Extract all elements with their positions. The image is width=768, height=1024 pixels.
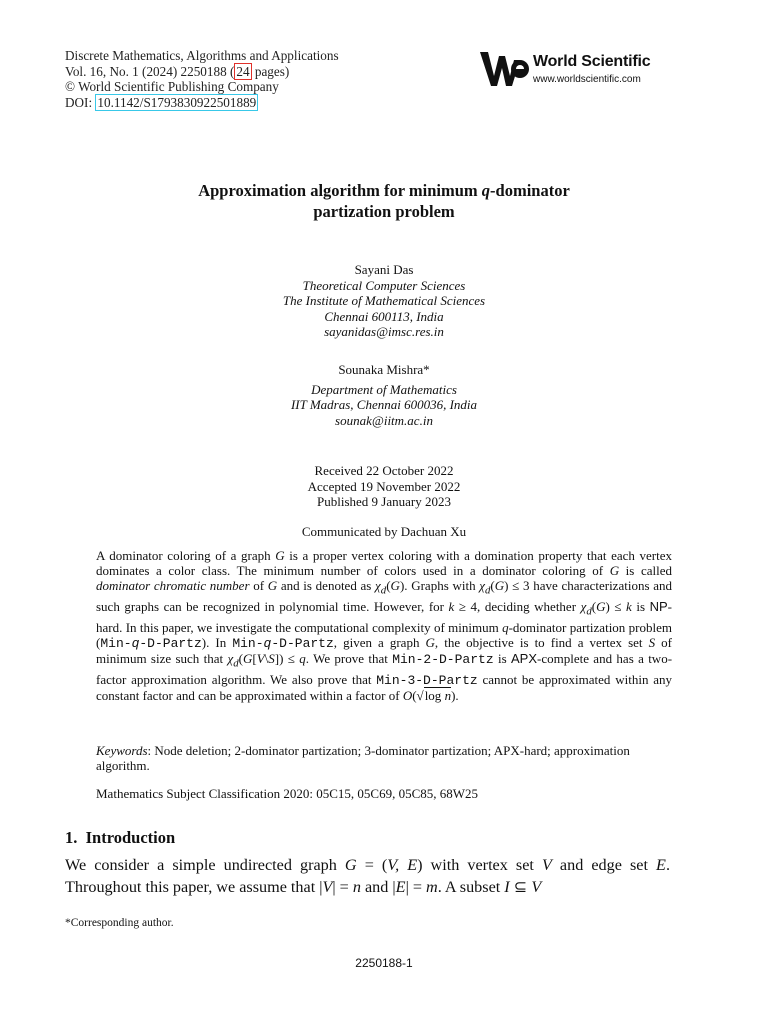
affiliation-line: Department of Mathematics [311, 381, 457, 397]
copyright-line: © World Scientific Publishing Company [65, 79, 279, 95]
received-date: Received 22 October 2022 [314, 463, 454, 478]
accepted-date: Accepted 19 November 2022 [307, 478, 461, 494]
footnote: *Corresponding author. [65, 917, 174, 929]
author-name: Sounaka Mishra* [338, 362, 430, 377]
keywords: Keywords: Node deletion; 2-dominator partization; 3-dominator partization; APX-hard; approximation algorithm. [96, 743, 630, 774]
affiliation-line: IIT Madras, Chennai 600036, India [290, 397, 478, 413]
author-block-1 [120, 262, 648, 340]
doi-line: DOI: 10.1142/S1793830922501889 [65, 94, 257, 110]
affiliation-line: The Institute of Mathematical Sciences [282, 293, 486, 309]
dates-block [120, 463, 648, 510]
author-email[interactable]: sayanidas@imsc.res.in [324, 324, 444, 340]
logo-name: World Scientific [533, 53, 651, 70]
logo-url[interactable]: www.worldscientific.com [533, 74, 641, 85]
author-email[interactable]: sounak@iitm.ac.in [335, 412, 433, 428]
volume-line: Vol. 16, No. 1 (2024) 2250188 ( 24 pages) [65, 63, 290, 79]
msc-classification: Mathematics Subject Classification 2020: 05C15, 05C69, 05C85, 68W25 [96, 786, 479, 801]
journal-info [65, 48, 339, 110]
abstract: A dominator coloring of a graph G is a proper vertex coloring with a domination property that each vertex dominates a color class. The minimum number of colors used in a dominator coloring of G is called dominator chromatic number of G and is denoted as $\chi_d(G)$. Graphs with $\chi_d(G) \le 3$ have characterizations and such graphs can be recognized in polynomial time. However, for k ≥ 4, deciding whether $\chi_d(G) \le k$ is NP-hard. In this paper, we investigate the computational complexity of minimum q-dominator partization problem (Min-q-D-Partz). In Min-q-D-Partz, given a graph G, the objective is to find a vertex set S of minimum size such that $\chi_d(G[V\backslash S]) \le q$. We prove that Min-2-D-Partz is APX-complete and has a two-factor approximation algorithm. We also prove that Min-3-D-Partz cannot be approximated within any constant factor and can be approximated within a factor of O(√log n). [96, 548, 673, 704]
author-block-2 [120, 362, 648, 428]
author-name: Sayani Das [354, 262, 414, 277]
published-date: Published 9 January 2023 [317, 494, 451, 510]
affiliation-line: Chennai 600113, India [324, 308, 444, 324]
journal-name: Discrete Mathematics, Algorithms and Applications [65, 48, 339, 63]
doi-link[interactable]: 10.1142/S1793830922501889 [97, 94, 257, 110]
pages-link[interactable]: 24 [236, 63, 250, 79]
section-heading: 1. Introduction [65, 828, 176, 847]
paper-title: Approximation algorithm for minimum q-dominator partization problem [198, 181, 570, 221]
world-scientific-logo-icon [480, 50, 530, 88]
world-scientific-logo [480, 48, 680, 92]
communicated-by: Communicated by Dachuan Xu [301, 524, 467, 539]
page-number: 2250188-1 [355, 956, 413, 970]
intro-paragraph: We consider a simple undirected graph G = (V, E) with vertex set V and edge set E. Throughout this paper, we assume that |V| = n and |E| = m. A subset I ⊆ V [65, 856, 670, 896]
affiliation-line: Theoretical Computer Sciences [302, 277, 466, 293]
